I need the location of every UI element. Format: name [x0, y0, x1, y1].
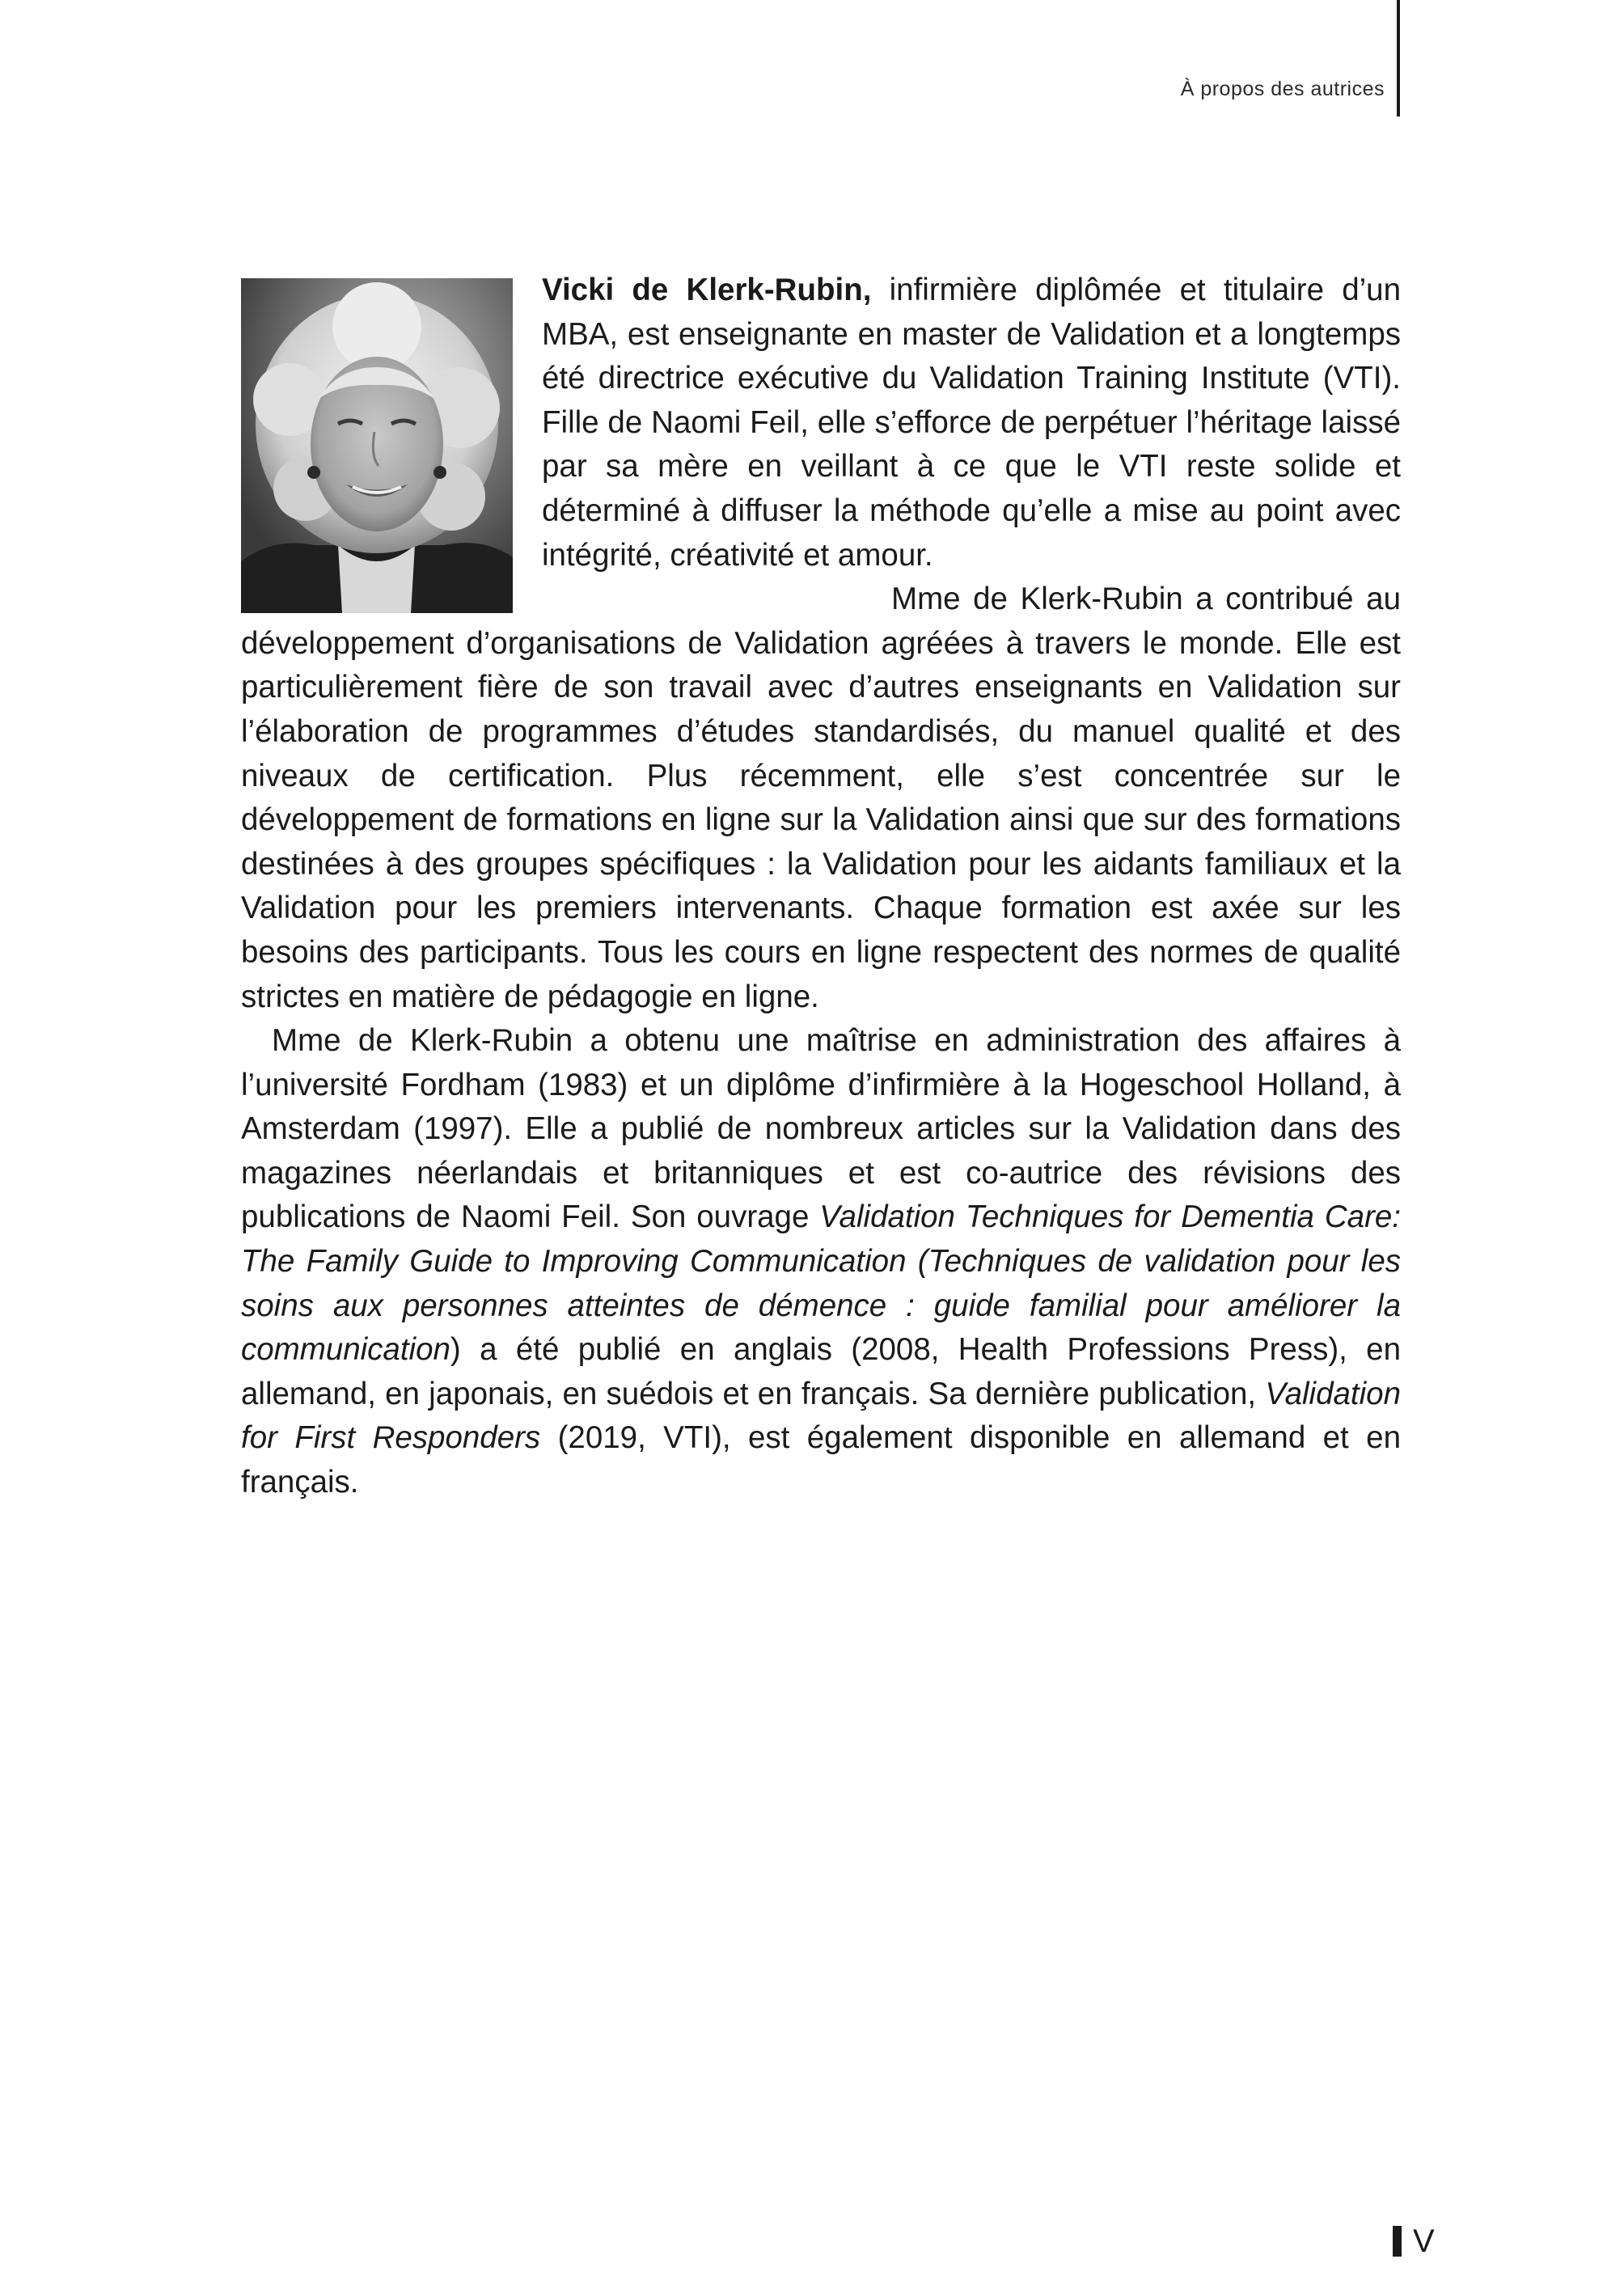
page-folio	[1393, 2225, 1435, 2257]
portrait-illustration	[241, 278, 513, 613]
bio-text	[241, 269, 1401, 1505]
author-name: Vicki de Klerk-Rubin,	[542, 273, 872, 307]
bio-paragraph-3-part1: Mme de Klerk-Rubin a obtenu une maîtrise en administration des affaires à l’université Fordham (1983) et un diplôme d’infirmière à la Hogeschool Holland, à Amsterdam (1997). Elle a publié de nombreux articles sur la Validation dans des magazines néerlandais et britanniques et est co-autrice des révisions des publications de Naomi Feil. Son ouvrage	[241, 1023, 1401, 1235]
bio-paragraph-2: Mme de Klerk-Rubin a contribué au développement d’organisations de Validation agréées à travers le monde. Elle est particulièrement fière de son travail avec d’autres enseignants en Validation sur l’élaboration de programmes d’études standardisés, du manuel qualité et des niveaux de certification. Plus récemment, elle s’est concentrée sur le développement de formations en ligne sur la Validation ainsi que sur des formations destinées à des groupes spécifiques : la Validation pour les aidants familiaux et la Validation pour les premiers intervenants. Chaque formation est axée sur les besoins des participants. Tous les cours en ligne respectent des normes de qualité strictes en matière de pédagogie en ligne.	[241, 582, 1401, 1014]
author-portrait	[241, 278, 513, 613]
bio-paragraph-3-part2: ) a été publié en anglais (2008, Health Professions Press), en allemand, en japonais, en suédois et en français. Sa dernière publication,	[241, 1332, 1401, 1411]
folio-bar	[1393, 2226, 1402, 2257]
bio-paragraph-1-text: infirmière diplômée et titulaire d’un MBA, est enseignante en master de Validation et a longtemps été directrice exécutive du Validation Training Institute (VTI). Fille de Naomi Feil, elle s’efforce de perpétuer l’héritage laissé par sa mère en veillant à ce que le VTI reste solide et déterminé à diffuser la méthode qu’elle a mise au point avec intégrité, créativité et amour.	[542, 273, 1401, 573]
page-number: V	[1413, 2223, 1435, 2259]
bio-paragraph-3-part3: (2019, VTI), est également disponible en allemand et en français.	[241, 1420, 1401, 1500]
header-rule	[1397, 0, 1400, 116]
book-title-1: Validation Techniques for Dementia Care: The Family Guide to Improving Communication (Techniques de validation pour les soins aux personnes atteintes de démence : guide familial pour améliorer la communication	[241, 1199, 1401, 1368]
book-title-2: Validation for First Responders	[241, 1376, 1401, 1456]
bio-paragraph-3	[241, 1019, 1401, 1505]
running-head: À propos des autrices	[1180, 78, 1385, 100]
